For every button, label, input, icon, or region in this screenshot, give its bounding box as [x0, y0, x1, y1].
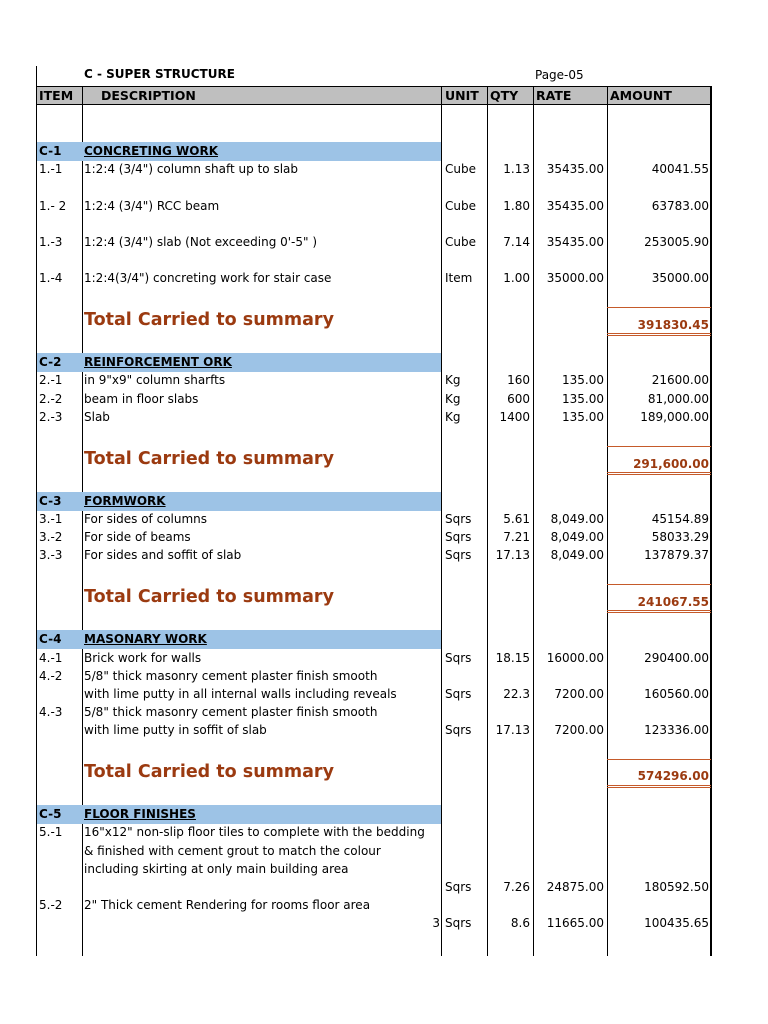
section-title: REINFORCEMENT ORK [84, 355, 232, 369]
item-rate: 11665.00 [546, 916, 604, 930]
item-unit: Kg [445, 410, 461, 424]
total-label: Total Carried to summary [84, 762, 334, 782]
item-qty: 1.13 [503, 162, 530, 176]
total-label: Total Carried to summary [84, 310, 334, 330]
item-description: 1:2:4 (3/4") column shaft up to slab [84, 162, 299, 176]
total-double-rule [607, 472, 711, 475]
item-unit: Sqrs [445, 916, 472, 930]
page-number: Page-05 [535, 68, 584, 82]
grid-line [82, 86, 83, 956]
item-qty: 7.21 [503, 530, 530, 544]
item-code: 1.-3 [39, 235, 63, 249]
item-description: with lime putty in soffit of slab [84, 723, 267, 737]
item-unit: Kg [445, 392, 461, 406]
item-amount: 123336.00 [644, 723, 709, 737]
total-label: Total Carried to summary [84, 449, 334, 469]
item-qty: 5.61 [503, 512, 530, 526]
item-description: 2" Thick cement Rendering for rooms floor area [84, 898, 371, 912]
grid-line [487, 86, 488, 956]
item-description: 5/8" thick masonry cement plaster finish smooth [84, 705, 378, 719]
item-qty: 18.15 [495, 651, 530, 665]
total-rule [607, 307, 711, 308]
item-unit: Sqrs [445, 548, 472, 562]
item-description: 1:2:4(3/4") concreting work for stair case [84, 271, 332, 285]
item-qty: 7.26 [503, 880, 530, 894]
item-unit: Item [445, 271, 473, 285]
item-description: 5/8" thick masonry cement plaster finish smooth [84, 669, 378, 683]
item-amount: 160560.00 [644, 687, 709, 701]
item-code: 5.-1 [39, 825, 63, 839]
item-rate: 8,049.00 [550, 512, 604, 526]
item-rate: 7200.00 [554, 687, 604, 701]
item-rate: 35000.00 [546, 271, 604, 285]
left-margin-line [36, 66, 37, 86]
item-note: 3 [432, 916, 440, 930]
item-code: 4.-2 [39, 669, 63, 683]
item-amount: 45154.89 [651, 512, 709, 526]
item-amount: 58033.29 [651, 530, 709, 544]
item-qty: 600 [507, 392, 530, 406]
section-code: C-2 [39, 355, 62, 369]
item-qty: 17.13 [495, 723, 530, 737]
item-amount: 253005.90 [644, 235, 709, 249]
item-rate: 8,049.00 [550, 548, 604, 562]
section-total: 241067.55 [637, 595, 709, 609]
item-qty: 1.00 [503, 271, 530, 285]
item-amount: 100435.65 [644, 916, 709, 930]
item-description: 16"x12" non-slip floor tiles to complete with the bedding [84, 825, 425, 839]
item-amount: 63783.00 [651, 199, 709, 213]
grid-line [710, 86, 712, 956]
total-double-rule [607, 610, 711, 613]
total-rule [607, 584, 711, 585]
item-unit: Sqrs [445, 723, 472, 737]
item-description: Slab [84, 410, 110, 424]
total-rule [607, 446, 711, 447]
item-qty: 17.13 [495, 548, 530, 562]
col-header-item: ITEM [39, 88, 74, 103]
item-amount: 40041.55 [651, 162, 709, 176]
col-header-rate: RATE [536, 88, 572, 103]
item-code: 4.-3 [39, 705, 63, 719]
item-rate: 35435.00 [546, 199, 604, 213]
item-amount: 137879.37 [644, 548, 709, 562]
item-qty: 160 [507, 373, 530, 387]
item-code: 2.-2 [39, 392, 63, 406]
item-qty: 8.6 [510, 916, 530, 930]
item-qty: 7.14 [503, 235, 530, 249]
section-title: CONCRETING WORK [84, 144, 218, 158]
col-header-qty: QTY [490, 88, 519, 103]
item-code: 1.-1 [39, 162, 63, 176]
item-description: For side of beams [84, 530, 191, 544]
col-header-amount: AMOUNT [610, 88, 672, 103]
item-description: 1:2:4 (3/4") slab (Not exceeding 0'-5" ) [84, 235, 318, 249]
item-unit: Cube [445, 162, 476, 176]
item-amount: 35000.00 [651, 271, 709, 285]
item-code: 2.-3 [39, 410, 63, 424]
item-description: For sides and soffit of slab [84, 548, 242, 562]
item-rate: 135.00 [562, 392, 604, 406]
item-qty: 1.80 [503, 199, 530, 213]
item-unit: Sqrs [445, 687, 472, 701]
item-unit: Sqrs [445, 651, 472, 665]
section-total: 391830.45 [637, 318, 709, 332]
item-amount: 290400.00 [644, 651, 709, 665]
item-description: 1:2:4 (3/4") RCC beam [84, 199, 220, 213]
item-amount: 180592.50 [644, 880, 709, 894]
item-unit: Cube [445, 235, 476, 249]
item-description: For sides of columns [84, 512, 208, 526]
section-title: FLOOR FINISHES [84, 807, 196, 821]
item-unit: Cube [445, 199, 476, 213]
item-rate: 16000.00 [546, 651, 604, 665]
item-rate: 24875.00 [546, 880, 604, 894]
item-rate: 135.00 [562, 373, 604, 387]
item-amount: 189,000.00 [640, 410, 709, 424]
item-description: Brick work for walls [84, 651, 202, 665]
total-double-rule [607, 785, 711, 788]
section-total: 574296.00 [637, 769, 709, 783]
total-label: Total Carried to summary [84, 587, 334, 607]
item-unit: Kg [445, 373, 461, 387]
section-code: C-1 [39, 144, 62, 158]
item-unit: Sqrs [445, 530, 472, 544]
item-code: 1.-4 [39, 271, 63, 285]
item-code: 3.-3 [39, 548, 63, 562]
item-qty: 22.3 [503, 687, 530, 701]
item-code: 2.-1 [39, 373, 63, 387]
item-rate: 35435.00 [546, 235, 604, 249]
grid-line [607, 86, 608, 956]
item-description: with lime putty in all internal walls including reveals [84, 687, 397, 701]
item-amount: 21600.00 [651, 373, 709, 387]
item-unit: Sqrs [445, 880, 472, 894]
item-amount: 81,000.00 [647, 392, 709, 406]
section-total: 291,600.00 [633, 457, 709, 471]
grid-line [36, 86, 37, 956]
item-code: 3.-2 [39, 530, 63, 544]
item-description: in 9"x9" column sharfts [84, 373, 226, 387]
item-code: 4.-1 [39, 651, 63, 665]
grid-line [533, 86, 534, 956]
item-rate: 7200.00 [554, 723, 604, 737]
total-double-rule [607, 333, 711, 336]
grid-line [441, 86, 442, 956]
item-code: 5.-2 [39, 898, 63, 912]
item-code: 3.-1 [39, 512, 63, 526]
item-rate: 35435.00 [546, 162, 604, 176]
item-description: including skirting at only main building area [84, 862, 349, 876]
section-title: MASONARY WORK [84, 632, 207, 646]
item-rate: 135.00 [562, 410, 604, 424]
section-title: FORMWORK [84, 494, 166, 508]
item-qty: 1400 [499, 410, 530, 424]
item-unit: Sqrs [445, 512, 472, 526]
section-code: C-5 [39, 807, 62, 821]
page-title: C - SUPER STRUCTURE [84, 67, 235, 81]
item-description: & finished with cement grout to match the colour [84, 844, 381, 858]
item-rate: 8,049.00 [550, 530, 604, 544]
item-code: 1.- 2 [39, 199, 67, 213]
item-description: beam in floor slabs [84, 392, 199, 406]
section-code: C-4 [39, 632, 62, 646]
section-code: C-3 [39, 494, 62, 508]
total-rule [607, 759, 711, 760]
col-header-unit: UNIT [445, 88, 479, 103]
col-header-description: DESCRIPTION [101, 88, 196, 103]
